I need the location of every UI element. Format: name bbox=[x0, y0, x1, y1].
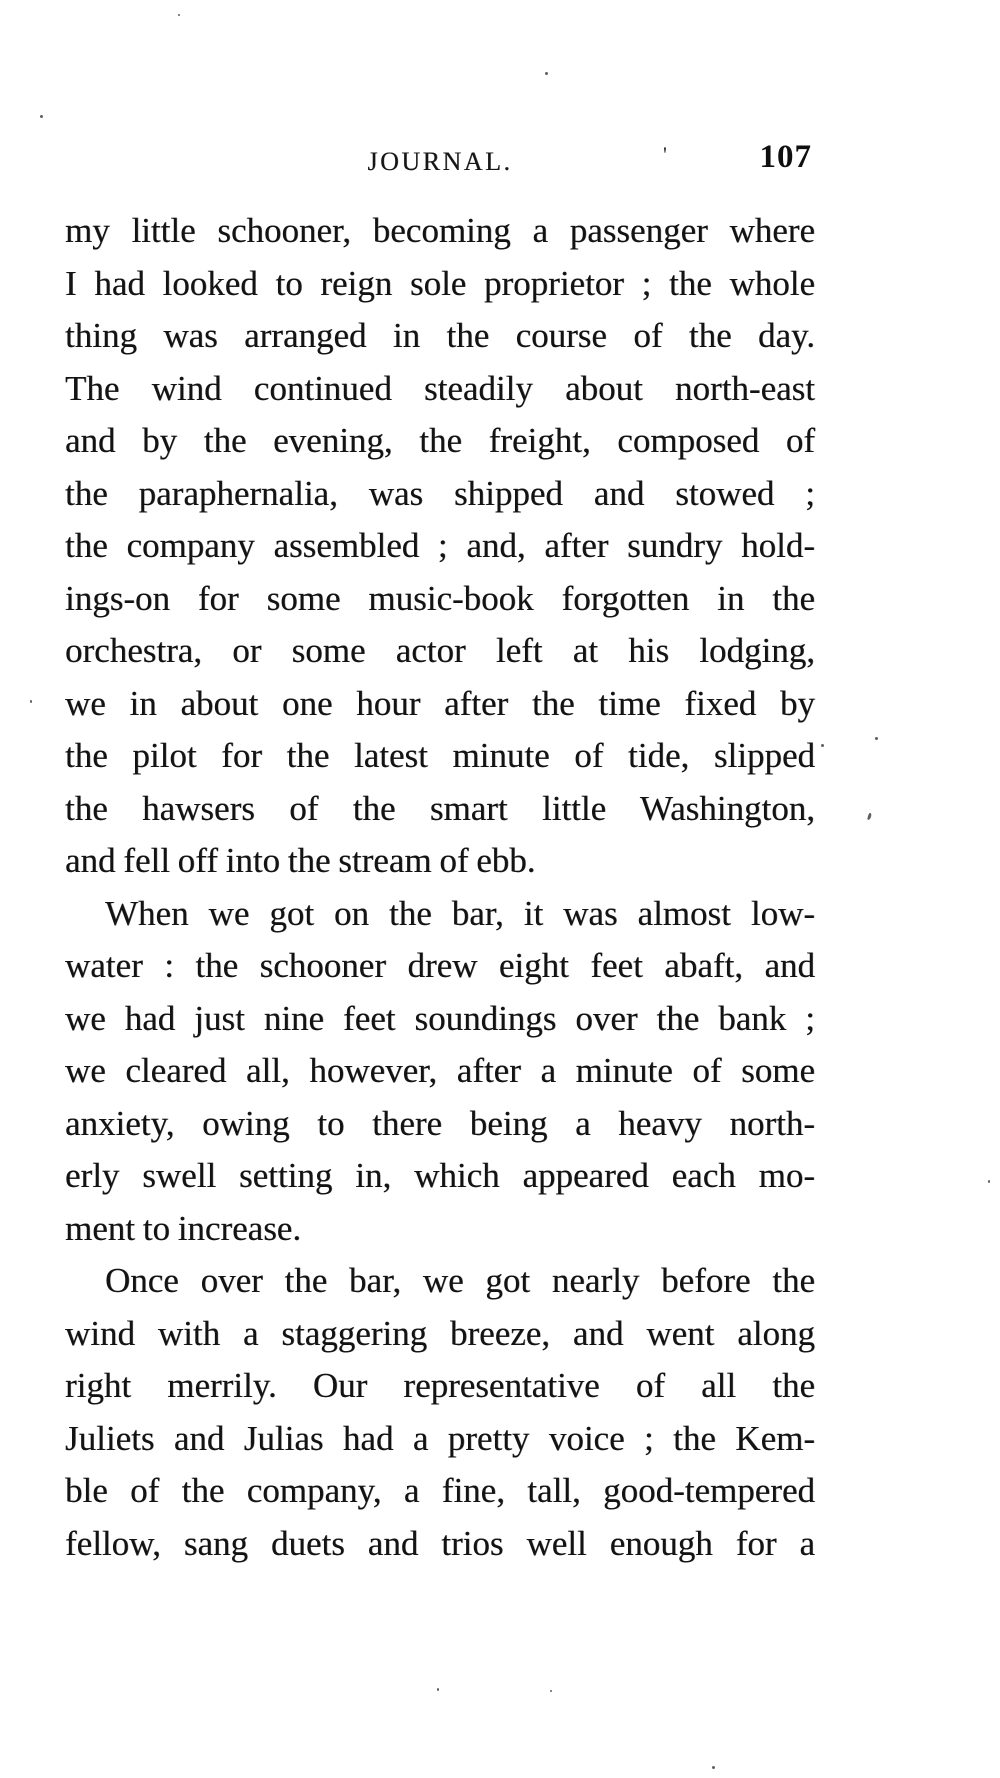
page-number: 107 bbox=[759, 139, 812, 175]
scan-speck bbox=[988, 1180, 990, 1183]
text-line: and fell off into the stream of ebb. bbox=[65, 841, 536, 880]
scan-speck bbox=[821, 744, 824, 747]
scan-speck bbox=[30, 700, 32, 703]
paragraph-2 bbox=[65, 888, 815, 1256]
text-line: the pilot for the latest minute of tide, slipped bbox=[65, 736, 815, 775]
text-line: When we got on the bar, it was almost low- bbox=[105, 893, 815, 933]
text-line: the paraphernalia, was shipped and stowed ; bbox=[65, 473, 815, 513]
paragraph-3 bbox=[65, 1255, 815, 1570]
text-line: fellow, sang duets and trios well enough for a bbox=[65, 1523, 815, 1563]
running-title: JOURNAL. bbox=[367, 147, 513, 176]
scan-speck bbox=[875, 737, 878, 740]
text-line: we had just nine feet soundings over the bank ; bbox=[65, 998, 815, 1038]
text-line: water : the schooner drew eight feet abaft, and bbox=[65, 946, 815, 985]
text-line: right merrily. Our representative of all the bbox=[65, 1366, 815, 1405]
text-line: anxiety, owing to there being a heavy north- bbox=[65, 1103, 815, 1143]
text-line: my little schooner, becoming a passenger where bbox=[65, 211, 815, 250]
scan-speck bbox=[867, 813, 872, 821]
text-line: the company assembled ; and, after sundry hold- bbox=[65, 526, 815, 565]
text-line: Once over the bar, we got nearly before the bbox=[105, 1261, 815, 1300]
text-line: The wind continued steadily about north-east bbox=[65, 368, 815, 408]
text-line: thing was arranged in the course of the day. bbox=[65, 316, 815, 355]
scan-speck bbox=[437, 1688, 439, 1691]
page-header bbox=[65, 0, 815, 200]
scan-stray-mark: ' bbox=[663, 142, 667, 167]
text-line: we in about one hour after the time fixed by bbox=[65, 683, 815, 723]
text-line: and by the evening, the freight, composed of bbox=[65, 421, 815, 460]
text-line: Juliets and Julias had a pretty voice ; the Kem- bbox=[65, 1418, 815, 1458]
text-line: I had looked to reign sole proprietor ; the whole bbox=[65, 263, 815, 303]
text-line: ble of the company, a fine, tall, good-tempered bbox=[65, 1471, 815, 1510]
text-line: we cleared all, however, after a minute of some bbox=[65, 1051, 815, 1090]
body-text bbox=[65, 205, 815, 1570]
text-line: wind with a staggering breeze, and went along bbox=[65, 1313, 815, 1353]
text-line: ment to increase. bbox=[65, 1208, 302, 1248]
text-line: orchestra, or some actor left at his lodging, bbox=[65, 631, 815, 670]
scan-speck bbox=[545, 72, 548, 75]
scan-speck bbox=[178, 14, 180, 16]
text-line: erly swell setting in, which appeared each mo- bbox=[65, 1156, 815, 1195]
scan-speck bbox=[712, 1766, 715, 1769]
scan-speck bbox=[40, 115, 43, 118]
paragraph-1 bbox=[65, 205, 815, 888]
text-line: the hawsers of the smart little Washington, bbox=[65, 788, 815, 828]
scan-speck bbox=[550, 1690, 552, 1692]
text-line: ings-on for some music-book forgotten in the bbox=[65, 578, 815, 618]
